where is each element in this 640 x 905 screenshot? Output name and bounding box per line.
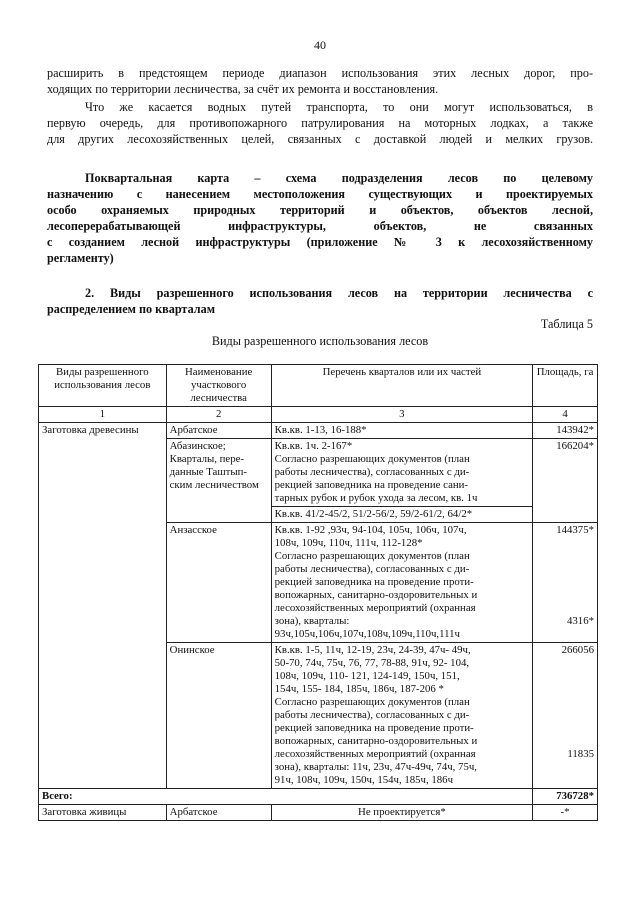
text-line: назначению с нанесением местоположения существующих и проектируемых — [47, 187, 593, 201]
paragraph-waterways — [47, 99, 593, 147]
quarters-cell: Не проектируется* — [271, 805, 532, 821]
cell-line: Согласно разрешающих документов (план — [274, 550, 470, 562]
cell-line: работы лесничества), согласованных с ди- — [274, 466, 470, 478]
column-number: 2 — [166, 407, 271, 423]
cell-line: 108ч, 109ч, 110ч, 111ч, 112-128* — [274, 537, 423, 549]
total-label: Всего: — [39, 789, 533, 805]
cell-line: рекцией заповедника на проведение проти- — [274, 722, 474, 734]
table-header-row — [39, 365, 598, 407]
cell-line: лесохозяйственных мероприятий (охранная — [274, 602, 476, 614]
text-line: с созданием лесной инфраструктуры (приложение № 3 к лесохозяйственному — [47, 235, 593, 249]
area-cell — [533, 523, 598, 643]
header-cell: Площадь, га — [533, 365, 598, 407]
column-number-row — [39, 407, 598, 423]
header-cell: Перечень кварталов или их частей — [271, 365, 532, 407]
cell-line: 91ч, 108ч, 109ч, 150ч, 154ч, 185ч, 186ч — [274, 774, 454, 786]
cell-line: рекцией заповедника на проведение проти- — [274, 576, 474, 588]
paragraph-map-heading — [47, 170, 593, 266]
column-number: 3 — [271, 407, 532, 423]
total-value: 736728* — [533, 789, 598, 805]
area-cell: -* — [533, 805, 598, 821]
text-line: регламенту) — [47, 251, 114, 265]
cell-subline: Кв.кв. 41/2-45/2, 51/2-56/2, 59/2-61/2, 64/2* — [272, 506, 532, 521]
cell-line: лесохозяйственных мероприятий (охранная — [274, 748, 476, 760]
cell-line: Кв.кв. 1-92 ,93ч, 94-104, 105ч, 106ч, 107ч, — [274, 524, 467, 536]
text-line: лесоперерабатывающей инфраструктуры, объектов, не связанных — [47, 219, 593, 233]
cell-line: ским лесничеством — [169, 479, 259, 491]
cell-line: вопожарных, санитарно-оздоровительных и — [274, 589, 478, 601]
cell-line: 50-70, 74ч, 75ч, 76, 77, 78-88, 91ч, 92- 104, — [274, 657, 470, 669]
forestry-cell — [166, 439, 271, 523]
text-line: распределением по кварталам — [47, 302, 216, 316]
cell-line: Согласно разрешающих документов (план — [274, 453, 470, 465]
use-type-cell: Заготовка древесины — [39, 423, 167, 789]
cell-line: 154ч, 155- 184, 185ч, 186ч, 187-206 * — [274, 683, 444, 695]
forestry-cell: Онинское — [166, 643, 271, 789]
page-number: 40 — [314, 38, 326, 52]
cell-line: Кварталы, пере- — [169, 453, 244, 465]
quarters-cell: Кв.кв. 1-13, 16-188* — [271, 423, 532, 439]
cell-line: вопожарных, санитарно-оздоровительных и — [274, 735, 478, 747]
area-value: 266056 — [561, 644, 594, 656]
total-row — [39, 789, 598, 805]
cell-line: Абазинское; — [169, 440, 226, 452]
area-cell — [533, 643, 598, 789]
table-label: Таблица 5 — [540, 317, 593, 331]
section-heading — [47, 285, 593, 317]
text-line: расширить в предстоящем периоде диапазон использования этих лесных дорог, про- — [47, 66, 593, 80]
cell-line: Согласно разрешающих документов (план — [274, 696, 470, 708]
quarters-cell — [271, 439, 532, 523]
quarters-cell — [271, 523, 532, 643]
text-line: особо охраняемых природных территорий и объектов, объектов лесной, — [47, 203, 593, 217]
forestry-cell: Арбатское — [166, 423, 271, 439]
cell-line: Кв.кв. 1ч. 2-167* — [274, 440, 353, 452]
quarters-cell — [271, 643, 532, 789]
use-type-cell: Заготовка живицы — [39, 805, 167, 821]
forestry-cell: Арбатское — [166, 805, 271, 821]
cell-line: рекцией заповедника на проведение сани- — [274, 479, 469, 491]
cell-line: зона), кварталы: — [274, 615, 350, 627]
area-value: 11835 — [567, 748, 594, 760]
text-line: 2. Виды разрешенного использования лесов на территории лесничества с — [85, 286, 593, 300]
area-value: 144375* — [556, 524, 594, 536]
area-value: 4316* — [567, 615, 594, 627]
table-row — [39, 423, 598, 439]
cell-line: Кв.кв. 1-5, 11ч, 12-19, 23ч, 24-39, 47ч- 49ч, — [274, 644, 471, 656]
text-line: первую очередь, для противопожарного патрулирования на моторных лодках, а также — [47, 116, 593, 130]
cell-line: 93ч,105ч,106ч,107ч,108ч,109ч,110ч,111ч — [274, 628, 460, 640]
header-cell: Виды разрешенного использования лесов — [39, 365, 167, 407]
cell-line: тарных рубок и рубок ухода за лесом, кв. 1ч — [274, 492, 478, 504]
text-line: Поквартальная карта – схема подразделения лесов по целевому — [85, 171, 593, 185]
text-line: для других лесохозяйственных целей, связанных с доставкой людей и мелких грузов. — [47, 132, 593, 146]
cell-line: данные Таштып- — [169, 466, 248, 478]
cell-line: зона), кварталы: 11ч, 23ч, 47ч-49ч, 74ч, 75ч, — [274, 761, 477, 773]
text-line: ходящих по территории лесничества, за счёт их ремонта и восстановления. — [47, 82, 439, 96]
cell-line: работы лесничества), согласованных с ди- — [274, 709, 470, 721]
cell-line: 108ч, 109ч, 110- 121, 124-149, 150ч, 151, — [274, 670, 460, 682]
area-cell: 143942* — [533, 423, 598, 439]
forestry-cell: Анзасское — [166, 523, 271, 643]
forest-use-table — [38, 364, 598, 821]
column-number: 4 — [533, 407, 598, 423]
text-line: Что же касается водных путей транспорта, то они могут использоваться, в — [85, 100, 593, 114]
paragraph-roads — [47, 65, 593, 97]
table-caption: Виды разрешенного использования лесов — [211, 334, 429, 348]
table-row — [39, 805, 598, 821]
cell-line: работы лесничества), согласованных с ди- — [274, 563, 470, 575]
column-number: 1 — [39, 407, 167, 423]
header-cell: Наименование участкового лесничества — [166, 365, 271, 407]
area-cell: 166204* — [533, 439, 598, 523]
